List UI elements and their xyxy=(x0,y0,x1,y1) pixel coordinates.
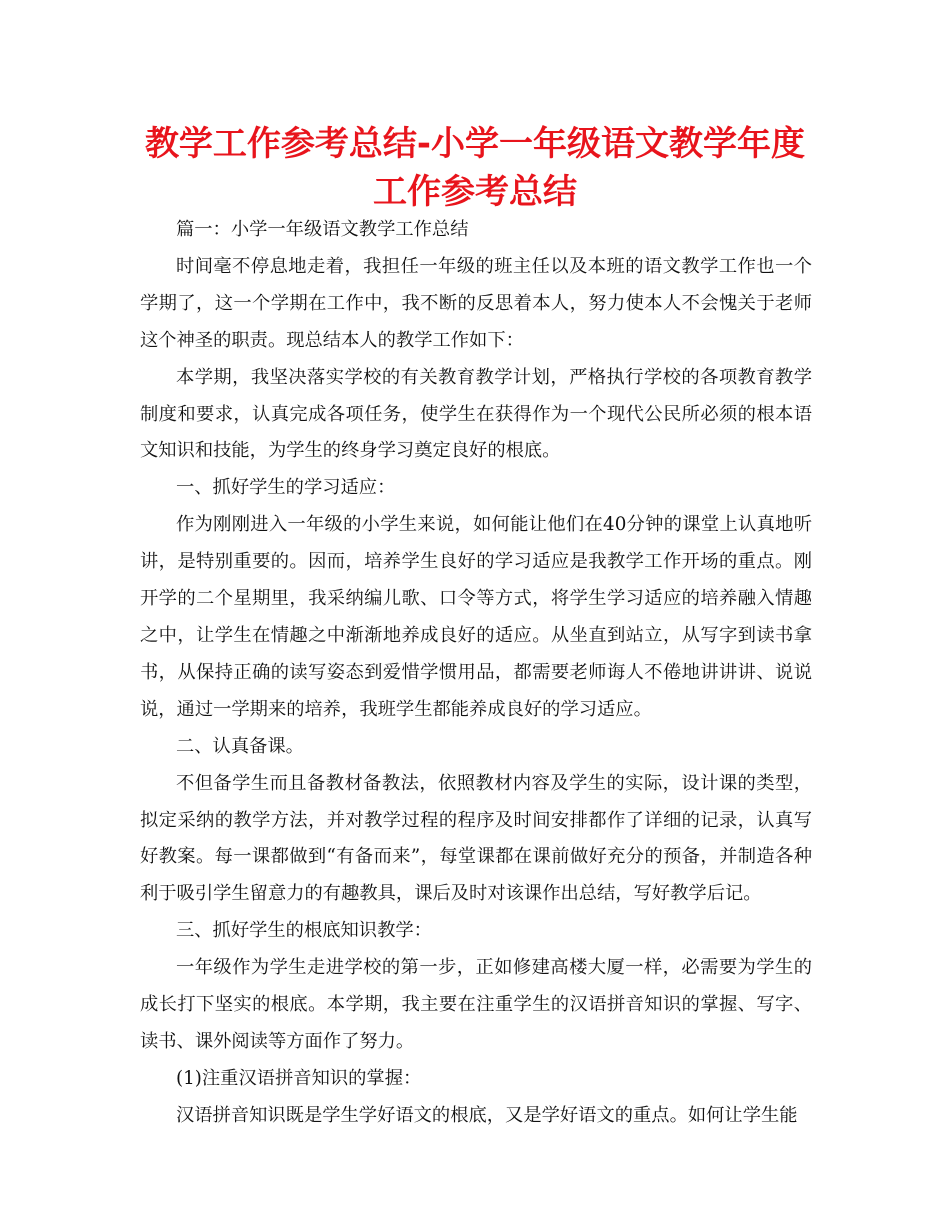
paragraph: 汉语拼音知识既是学生学好语文的根底，又是学好语文的重点。如何让学生能 xyxy=(176,1104,798,1126)
document-title: 教学工作参考总结-小学一年级语文教学年度工作参考总结 xyxy=(144,124,806,212)
paragraph: 时间毫不停息地走着，我担任一年级的班主任以及本班的语文教学工作也一个学期了，这一个学期在工作中，我不断的反思着本人，努力使本人不会愧关于老师这个神圣的职责。现总结本人的教学工作如下： xyxy=(140,255,812,351)
paragraph: 篇一：小学一年级语文教学工作总结 xyxy=(176,219,469,240)
section-heading: 二、认真备课。 xyxy=(176,735,304,757)
paragraph: 不但备学生而且备教材备教法，依照教材内容及学生的实际，设计课的类型，拟定采纳的教学方法，并对教学过程的程序及时间安排都作了详细的记录，认真写好教案。每一课都做到“有备而来”，每堂课都在课前做好充分的预备，并制造各种利于吸引学生留意力的有趣教具，课后及时对该课作出总结，写好教学后记。 xyxy=(140,772,812,905)
section-heading: 三、抓好学生的根底知识教学： xyxy=(176,920,432,942)
sub-heading: (1)注重汉语拼音知识的掌握： xyxy=(176,1067,422,1089)
section-heading: 一、抓好学生的学习适应： xyxy=(176,477,396,499)
paragraph: 作为刚刚进入一年级的小学生来说，如何能让他们在40分钟的课堂上认真地听讲，是特别重要的。因而，培养学生良好的学习适应是我教学工作开场的重点。刚开学的二个星期里，我采纳编儿歌、口令等方式，将学生学习适应的培养融入情趣之中，让学生在情趣之中渐渐地养成良好的适应。从坐直到站立，从写字到读书拿书，从保持正确的读写姿态到爱惜学惯用品，都需要老师诲人不倦地讲讲讲、说说说，通过一学期来的培养，我班学生都能养成良好的学习适应。 xyxy=(140,514,812,720)
paragraph: 一年级作为学生走进学校的第一步，正如修建高楼大厦一样，必需要为学生的成长打下坚实的根底。本学期，我主要在注重学生的汉语拼音知识的掌握、写字、读书、课外阅读等方面作了努力。 xyxy=(140,957,812,1052)
paragraph: 本学期，我坚决落实学校的有关教育教学计划，严格执行学校的各项教育教学制度和要求，认真完成各项任务，使学生在获得作为一个现代公民所必须的根本语文知识和技能，为学生的终身学习奠定良好的根底。 xyxy=(140,366,812,462)
document-body xyxy=(140,212,812,1135)
